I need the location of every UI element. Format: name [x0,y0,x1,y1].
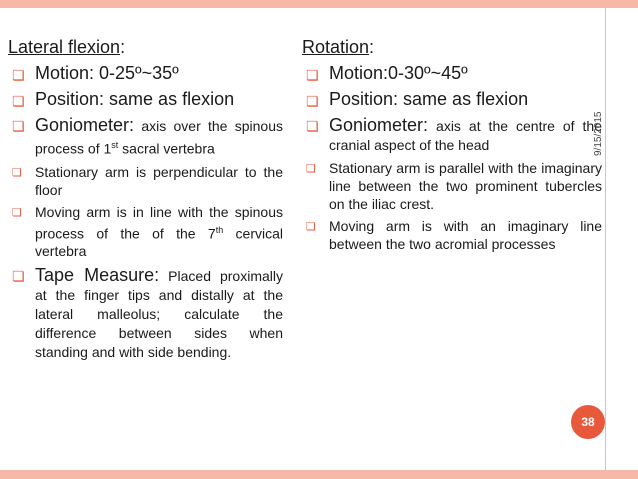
bullet-icon: ❏ [12,118,25,134]
right-stationary-text: Stationary arm is parallel with the imaginary line between the two prominent tubercles on the iliac crest. [329,160,602,212]
right-stationary-item [302,159,602,213]
left-goniometer-item [8,114,283,159]
left-position-text: Position: same as flexion [35,89,235,109]
bullet-icon: ❏ [306,221,316,233]
left-position-item [8,88,283,110]
left-goniometer-sup: st [111,140,119,150]
right-column [302,36,602,257]
left-moving-text2: cervical vertebra [35,225,283,260]
left-moving-item [8,203,283,261]
left-goniometer-label: Goniometer: [35,115,135,135]
left-goniometer-text2: spinous process of 1 [35,118,284,157]
bullet-icon: ❏ [306,93,319,109]
left-moving-text: Moving arm is in line with the spinous process of the of the 7 [35,203,283,242]
bullet-icon: ❏ [306,163,316,175]
left-goniometer-text: axis over the [141,118,228,134]
bullet-icon: ❏ [12,166,22,179]
bullet-icon: ❏ [12,206,22,219]
frame-line-right [605,8,606,471]
right-motion-text: Motion:0-30º~45º [329,63,468,83]
left-motion-text: Motion: 0-25º~35º [35,63,179,83]
right-goniometer-label: Goniometer: [329,115,429,135]
left-motion-item [8,62,283,84]
right-moving-text: Moving arm is with an imaginary line between the two acromial processes [329,218,602,252]
left-heading: Lateral flexion: [8,37,126,57]
left-tape-text: Placed proximally at the finger tips and distally at the lateral malleolus; calculate the difference between sides when standing and with side bending. [35,268,283,361]
right-motion-item [302,62,602,84]
slide-date: 9/15/2015 [593,111,604,157]
bullet-icon: ❏ [12,93,25,109]
page-number-badge: 38 [571,405,605,439]
bottom-band [0,471,638,479]
right-heading: Rotation: [302,37,375,57]
right-position-item [302,88,602,110]
left-goniometer-text3: sacral vertebra [118,140,215,157]
right-moving-item [302,217,602,253]
left-stationary-item [8,163,283,199]
right-goniometer-item [302,114,602,155]
bullet-icon: ❏ [306,67,319,83]
bullet-icon: ❏ [306,118,319,134]
left-stationary-text: Stationary arm is perpendicular to the floor [35,163,283,198]
left-tape-item [8,264,283,362]
bullet-icon: ❏ [12,67,25,83]
top-band [0,0,638,8]
right-goniometer-text: axis at the centre of the cranial aspect of the head [329,118,603,153]
right-position-text: Position: same as flexion [329,89,529,109]
left-moving-sup: th [215,224,224,235]
left-tape-label: Tape Measure: [35,265,160,286]
left-column [8,36,283,366]
bullet-icon: ❏ [12,268,25,285]
